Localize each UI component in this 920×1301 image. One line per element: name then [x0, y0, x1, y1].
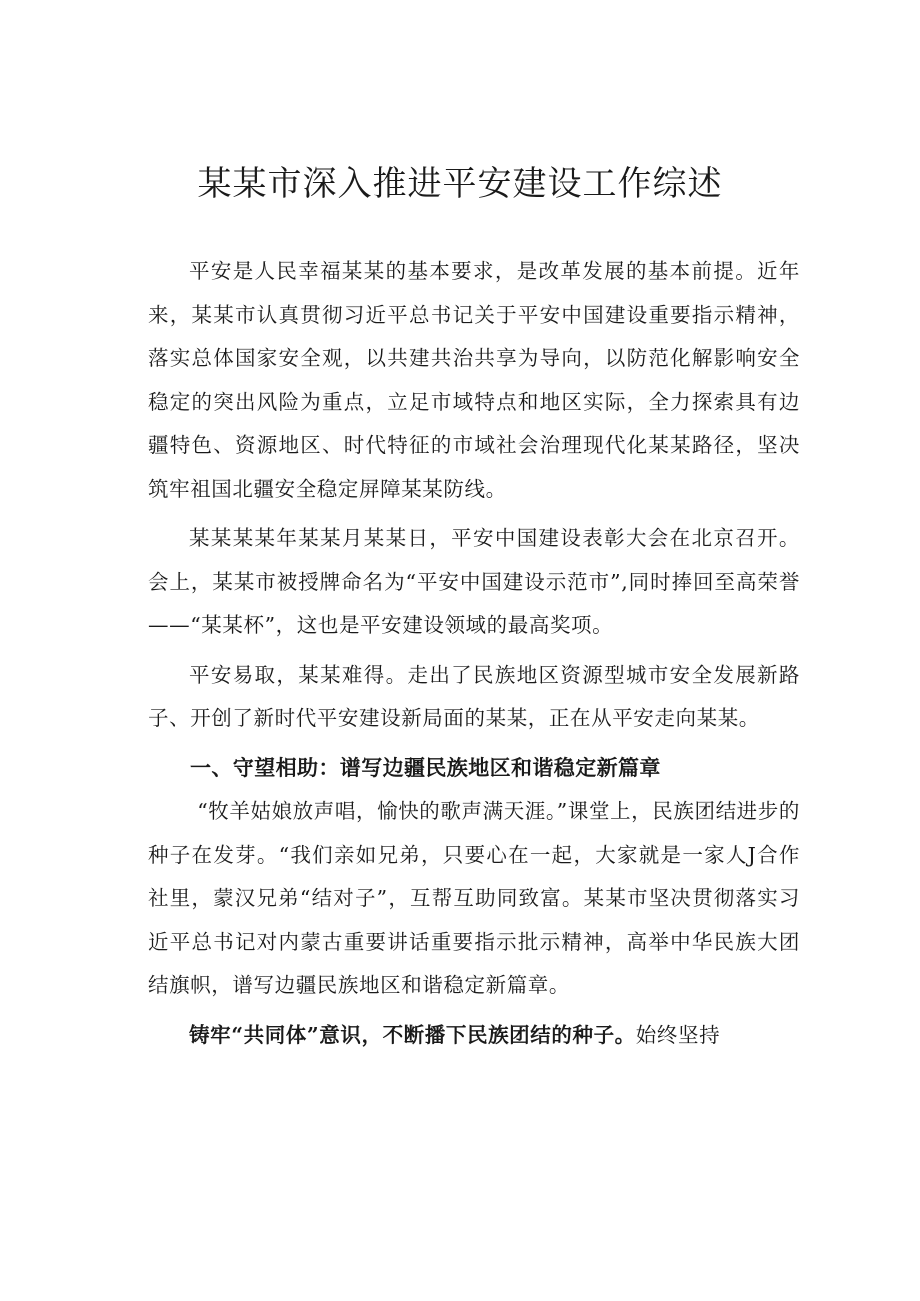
- section-heading-1: 一、守望相助：谱写边疆民族地区和谐稳定新篇章: [190, 755, 661, 780]
- paragraph-intro: 平安是人民幸福某某的基本要求，是改革发展的基本前提。近年来，某某市认真贯彻习近平总书记关于平安中国建设重要指示精神，落实总体国家安全观，以共建共治共享为导向，以防范化解影响安全稳定的突出风险为重点，立足市域特点和地区实际，全力探索具有边疆特色、资源地区、时代特征的市域社会治理现代化某某路径，坚决筑牢祖国北疆安全稳定屏障某某防线。: [148, 259, 800, 501]
- paragraph-section-1-lead: [148, 1014, 800, 1058]
- document-title: 某某市深入推进平安建设工作综述: [197, 164, 723, 204]
- paragraph-section-1: “牧羊姑娘放声唱，愉快的歌声满天涯。”课堂上，民族团结进步的种子在发芽。“我们亲如兄弟，只要心在一起，大家就是一家人J合作社里，蒙汉兄弟“结对子”，互帮互助同致富。某某市坚决贯彻落实习近平总书记对内蒙古重要讲话重要指示批示精神，高举中华民族大团结旗帜，谱写边疆民族地区和谐稳定新篇章。: [148, 799, 800, 997]
- document-body: [148, 250, 800, 1057]
- lead-sentence-bold: 铸牢“共同体”意识，不断播下民族团结的种子。: [189, 1022, 636, 1047]
- lead-sentence-rest: 始终坚持: [635, 1022, 721, 1047]
- paragraph-summary: 平安易取，某某难得。走出了民族地区资源型城市安全发展新路子、开创了新时代平安建设新局面的某某，正在从平安走向某某。: [148, 662, 800, 730]
- paragraph-award: 某某某某年某某月某某日，平安中国建设表彰大会在北京召开。会上，某某市被授牌命名为“平安中国建设示范市”,同时捧回至高荣誉——“某某杯”，这也是平安建设领域的最高奖项。: [148, 526, 800, 637]
